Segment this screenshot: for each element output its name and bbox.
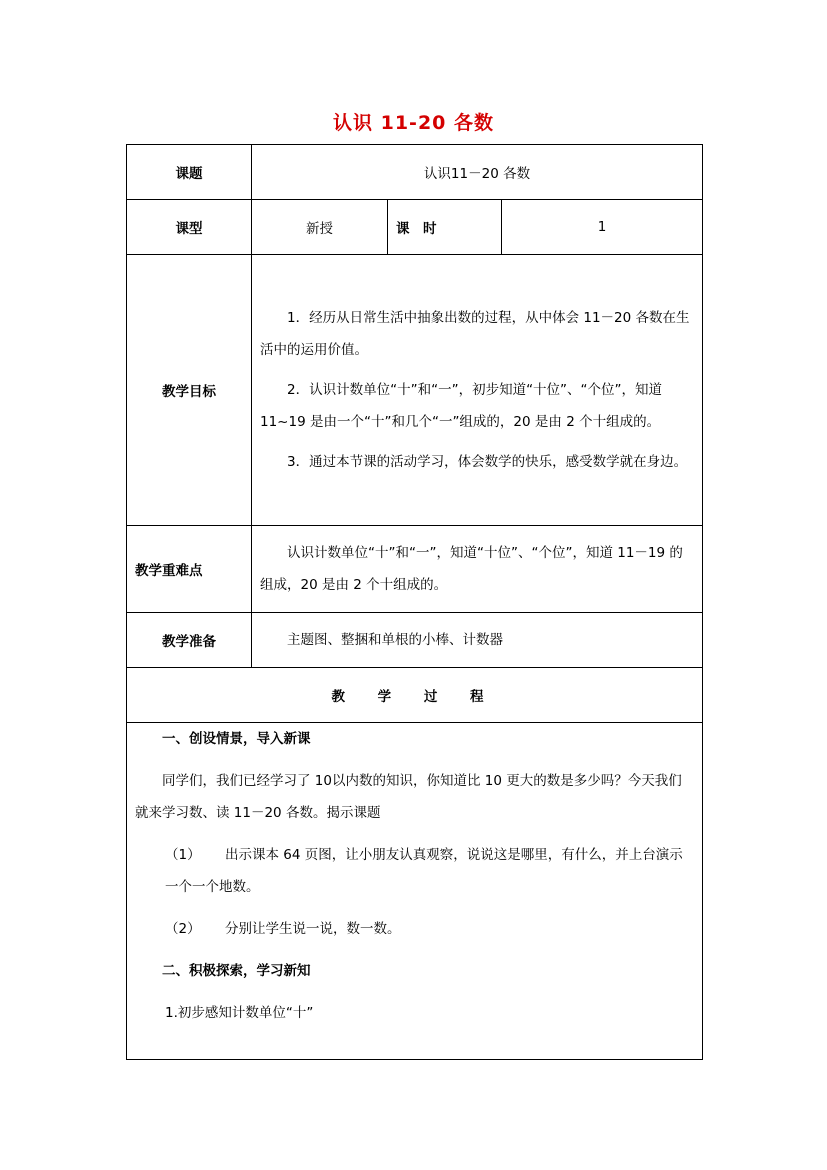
item1-text: 出示课本 64 页图，让小朋友认真观察，说说这是哪里，有什么，并上台演示一个一个地数。 — [165, 847, 683, 895]
item2-number: （2） — [165, 921, 201, 937]
process-cell — [127, 723, 703, 1060]
difficulty-cell — [252, 526, 703, 613]
goals-cell — [252, 255, 703, 526]
difficulty-row — [127, 526, 703, 613]
section1-intro: 同学们，我们已经学习了 10以内数的知识，你知道比 10 更大的数是多少吗？今天我们就来学习数、读 11－20 各数。揭示课题 — [135, 773, 682, 821]
goals-label: 教学目标 — [127, 255, 252, 526]
topic-row — [127, 145, 703, 200]
goal-item: 2．认识计数单位“十”和“一”，初步知道“十位”、“个位”，知道 11~19 是由一个“十”和几个“一”组成的，20 是由 2 个十组成的。 — [260, 382, 663, 430]
item2-text: 分别让学生说一说，数一数。 — [225, 921, 401, 937]
goal-item: 3．通过本节课的活动学习，体会数学的快乐，感受数学就在身边。 — [287, 454, 688, 470]
prep-cell — [252, 613, 703, 668]
topic-label: 课题 — [127, 145, 252, 200]
prep-row — [127, 613, 703, 668]
process-item-1 — [127, 839, 702, 903]
prep-text: 主题图、整捆和单根的小棒、计数器 — [287, 632, 503, 648]
type-value: 新授 — [252, 200, 388, 255]
topic-value: 认识11－20 各数 — [252, 145, 703, 200]
goal-item: 1．经历从日常生活中抽象出数的过程，从中体会 11－20 各数在生活中的运用价值。 — [260, 310, 690, 358]
goals-row — [127, 255, 703, 526]
difficulty-text: 认识计数单位“十”和“一”，知道“十位”、“个位”，知道 11－19 的组成，20 是由 2 个十组成的。 — [260, 545, 683, 593]
process-row — [127, 723, 703, 1060]
prep-label: 教学准备 — [127, 613, 252, 668]
section2-heading: 二、积极探索，学习新知 — [162, 963, 311, 979]
item1-number: （1） — [165, 847, 201, 863]
lesson-plan-table — [126, 144, 703, 1060]
process-item-2 — [127, 913, 702, 945]
section1-heading: 一、创设情景，导入新课 — [162, 731, 311, 747]
difficulty-label: 教学重难点 — [127, 526, 252, 613]
subsection1: 1.初步感知计数单位“十” — [165, 1005, 314, 1021]
type-label: 课型 — [127, 200, 252, 255]
period-value: 1 — [502, 200, 703, 255]
process-title: 教 学 过 程 — [127, 668, 703, 723]
type-row — [127, 200, 703, 255]
period-label: 课 时 — [388, 200, 502, 255]
document-title: 认识 11-20 各数 — [333, 112, 494, 134]
process-title-row — [127, 668, 703, 723]
